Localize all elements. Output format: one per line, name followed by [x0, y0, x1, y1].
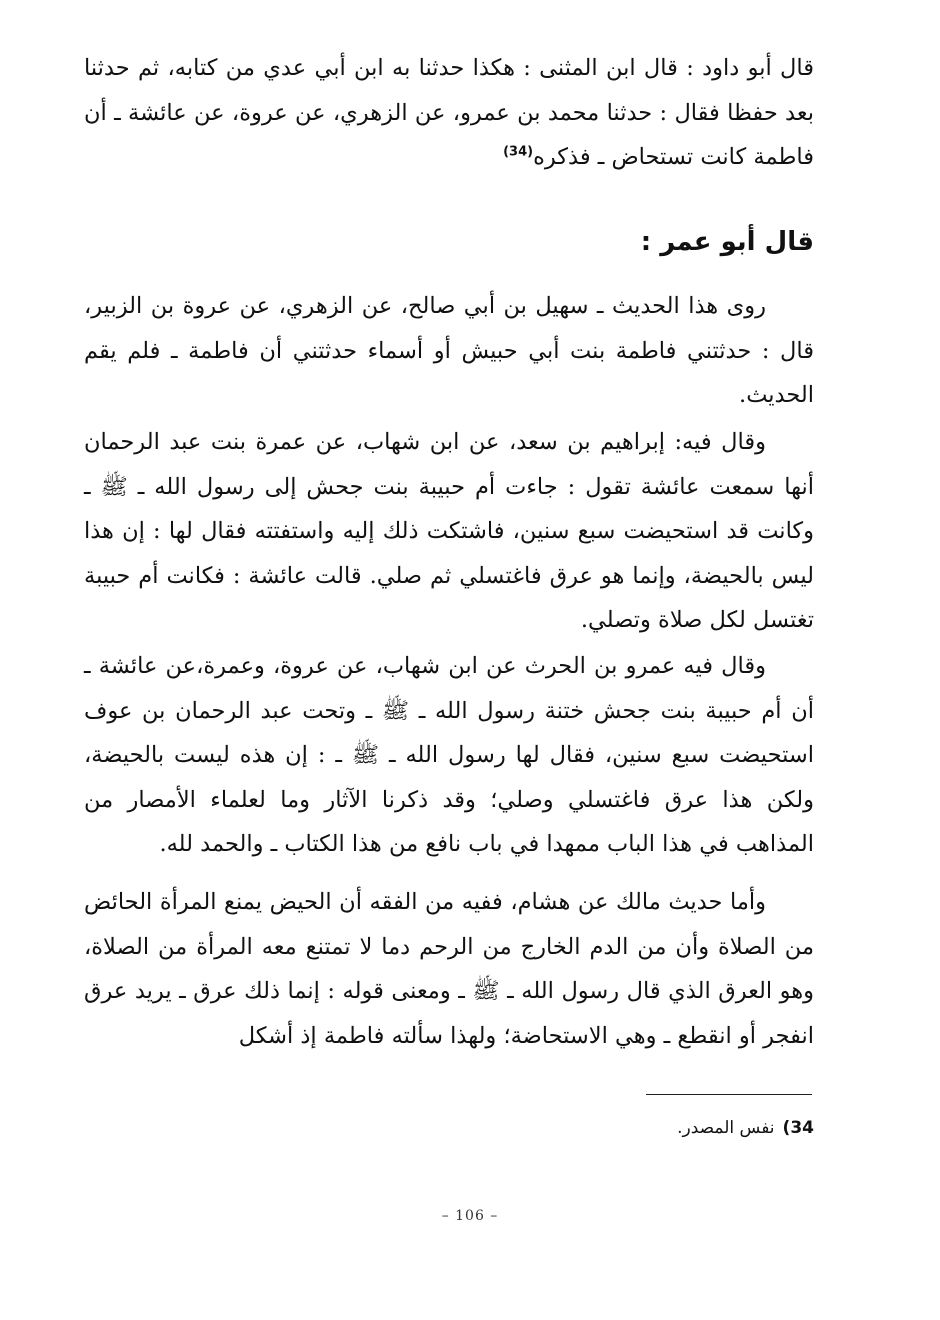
paragraph-suhail	[84, 284, 814, 418]
footnote-reference[interactable]: (34)	[503, 144, 534, 160]
footnote-divider	[646, 1094, 812, 1095]
section-heading: قال أبو عمر :	[640, 227, 814, 257]
paragraph-text: روى هذا الحديث ـ سهيل بن أبي صالح، عن الزهري، عن عروة بن الزبير، قال : حدثتني فاطمة بنت أبي حبيش أو أسماء حدثتني أن فاطمة ـ فلم يقم الحديث.	[84, 293, 814, 408]
paragraph-amr	[84, 644, 814, 867]
paragraph-text: وأما حديث مالك عن هشام، ففيه من الفقه أن الحيض يمنع المرأة الحائض من الصلاة وأن من الدم الخارج من الرحم دما لا تمتنع معه المرأة من الصلاة، وهو العرق الذي قال رسول الله ـ ﷺ ـ ومعنى قوله : إنما ذلك عرق ـ يريد عرق انفجر أو انقطع ـ وهي الاستحاضة؛ ولهذا سألته فاطمة إذ أشكل	[84, 889, 814, 1049]
footnote-text: نفس المصدر.	[677, 1118, 775, 1138]
page-number: – 106 –	[441, 1208, 499, 1224]
paragraph-malik	[84, 880, 814, 1058]
paragraph-text: قال أبو داود : قال ابن المثنى : هكذا حدثنا به ابن أبي عدي من كتابه، ثم حدثنا بعد حفظا فقال : حدثنا محمد بن عمرو، عن الزهري، عن عروة، عن عائشة ـ أن فاطمة كانت تستحاض ـ فذكره	[84, 55, 814, 170]
section-heading-container	[84, 222, 814, 262]
footnote-number: 34)	[782, 1118, 814, 1138]
paragraph-text: وقال فيه عمرو بن الحرث عن ابن شهاب، عن عروة، وعمرة،عن عائشة ـ أن أم حبيبة بنت جحش ختنة رسول الله ـ ﷺ ـ وتحت عبد الرحمان بن عوف استحيضت سبع سنين، فقال لها رسول الله ـ ﷺ ـ : إن هذه ليست بالحيضة، ولكن هذا عرق فاغتسلي وصلي؛ وقد ذكرنا الآثار وما لعلماء الأمصار من المذاهب في هذا الباب ممهدا في باب نافع من هذا الكتاب ـ والحمد لله.	[84, 653, 814, 857]
paragraph-ibrahim	[84, 420, 814, 643]
paragraph-text: وقال فيه: إبراهيم بن سعد، عن ابن شهاب، عن عمرة بنت عبد الرحمان أنها سمعت عائشة تقول : جاءت أم حبيبة بنت جحش إلى رسول الله ـ ﷺ ـ وكانت قد استحيضت سبع سنين، فاشتكت ذلك إليه واستفتته فقال لها : إن هذا ليس بالحيضة، وإنما هو عرق فاغتسلي ثم صلي. قالت عائشة : فكانت أم حبيبة تغتسل لكل صلاة وتصلي.	[84, 429, 814, 633]
paragraph-abu-dawud	[84, 46, 814, 180]
footnote	[84, 1116, 814, 1140]
